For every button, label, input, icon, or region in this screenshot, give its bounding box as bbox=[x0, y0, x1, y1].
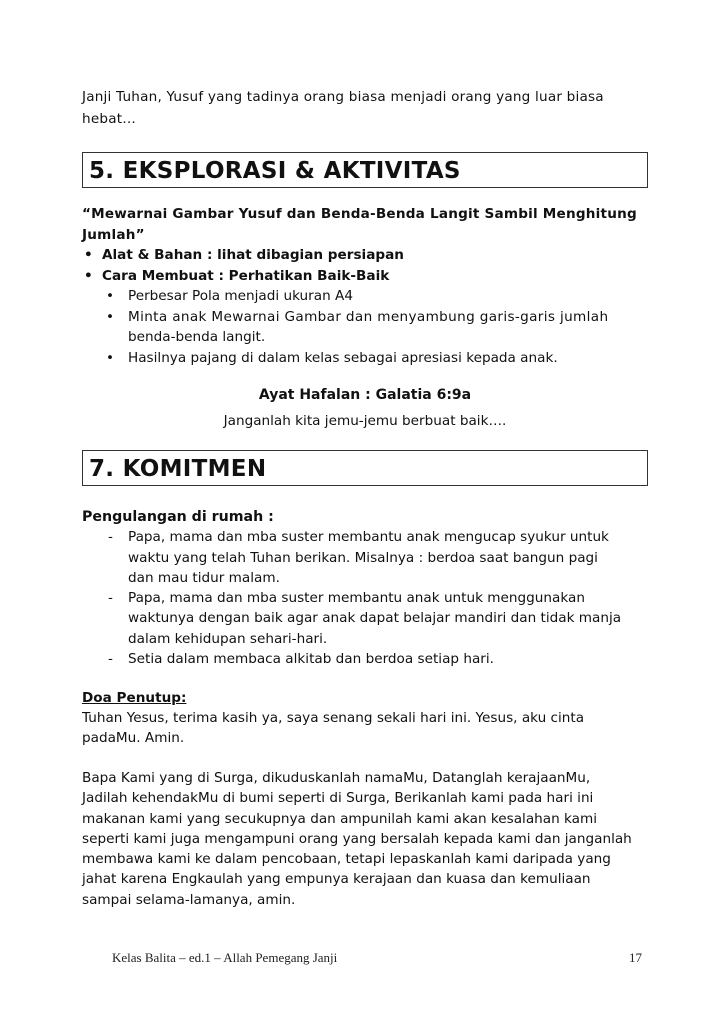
page-footer bbox=[112, 950, 642, 966]
lords-prayer-line: Jadilah kehendakMu di bumi seperti di Surga, Berikanlah kami pada hari ini bbox=[82, 790, 594, 807]
step-item bbox=[98, 286, 642, 307]
closing-prayer-heading: Doa Penutup: bbox=[82, 690, 187, 706]
step-line: • Hasilnya pajang di dalam kelas sebagai apresiasi kepada anak. bbox=[128, 349, 558, 366]
commitment-line: waktunya dengan baik agar anak dapat belajar mandiri dan tidak manja bbox=[128, 610, 622, 627]
prayer-line: Tuhan Yesus, terima kasih ya, saya senang sekali hari ini. Yesus, aku cinta bbox=[82, 710, 585, 726]
section-7-content bbox=[82, 507, 642, 669]
bullet-how-to: • Cara Membuat : Perhatikan Baik-Baik bbox=[82, 266, 642, 287]
section-7-heading: 7. KOMITMEN bbox=[82, 450, 648, 486]
closing-prayer-text bbox=[82, 708, 648, 749]
commitment-line: - Setia dalam membaca alkitab dan berdoa setiap hari. bbox=[128, 651, 494, 668]
how-to-steps-list bbox=[98, 286, 642, 368]
intro-line: Janji Tuhan, Yusuf yang tadinya orang biasa menjadi orang yang luar biasa bbox=[82, 89, 604, 105]
section-5-heading: 5. EKSPLORASI & AKTIVITAS bbox=[82, 152, 648, 188]
commitment-line: dalam kehidupan sehari-hari. bbox=[128, 630, 328, 647]
commitment-line: dan mau tidur malam. bbox=[128, 569, 280, 586]
lords-prayer-line: makanan kami yang secukupnya dan ampunilah kami akan kesalahan kami bbox=[82, 810, 598, 827]
bullet-materials: • Alat & Bahan : lihat dibagian persiapan bbox=[82, 245, 642, 266]
commitment-line: - Papa, mama dan mba suster membantu anak untuk menggunakan bbox=[128, 590, 585, 607]
commitment-list bbox=[82, 527, 642, 669]
lords-prayer-line: membawa kami ke dalam pencobaan, tetapi lepaskanlah kami daripada yang bbox=[82, 851, 611, 868]
step-line: • Perbesar Pola menjadi ukuran A4 bbox=[128, 288, 353, 304]
intro-paragraph bbox=[82, 86, 642, 130]
lords-prayer-line: Bapa Kami yang di Surga, dikuduskanlah namaMu, Datanglah kerajaanMu, bbox=[82, 770, 591, 786]
memory-verse-text: Janganlah kita jemu-jemu berbuat baik…. bbox=[223, 413, 507, 429]
step-item bbox=[98, 348, 642, 369]
activity-bullet-list bbox=[82, 245, 642, 286]
activity-title bbox=[82, 204, 642, 245]
step-line: benda-benda langit. bbox=[128, 329, 266, 345]
activity-title-line: “Mewarnai Gambar Yusuf dan Benda-Benda Langit Sambil Menghitung bbox=[82, 206, 637, 222]
page-number: 17 bbox=[629, 950, 642, 965]
commitment-item bbox=[82, 588, 642, 649]
lords-prayer-text bbox=[82, 768, 648, 910]
commitment-item bbox=[82, 649, 642, 669]
home-repetition-heading: Pengulangan di rumah : bbox=[82, 509, 274, 525]
step-line: • Minta anak Mewarnai Gambar dan menyambung garis-garis jumlah bbox=[128, 308, 609, 325]
commitment-item bbox=[82, 527, 642, 588]
lords-prayer-line: seperti kami juga mengampuni orang yang bersalah kepada kami dan janganlah bbox=[82, 830, 632, 847]
intro-line: hebat… bbox=[82, 111, 137, 127]
memory-verse-title: Ayat Hafalan : Galatia 6:9a bbox=[258, 387, 472, 403]
commitment-line: waktu yang telah Tuhan berikan. Misalnya : berdoa saat bangun pagi bbox=[128, 549, 598, 566]
section-5-content bbox=[82, 204, 642, 368]
lords-prayer-line: sampai selama-lamanya, amin. bbox=[82, 891, 296, 908]
commitment-line: - Papa, mama dan mba suster membantu anak mengucap syukur untuk bbox=[128, 529, 609, 546]
activity-title-line: Jumlah” bbox=[82, 226, 145, 243]
prayer-line: padaMu. Amin. bbox=[82, 730, 185, 747]
lords-prayer-line: jahat karena Engkaulah yang empunya kerajaan dan kuasa dan kemuliaan bbox=[82, 871, 591, 888]
step-item bbox=[98, 307, 642, 348]
footer-title: Kelas Balita – ed.1 – Allah Pemegang Janji bbox=[112, 950, 338, 965]
